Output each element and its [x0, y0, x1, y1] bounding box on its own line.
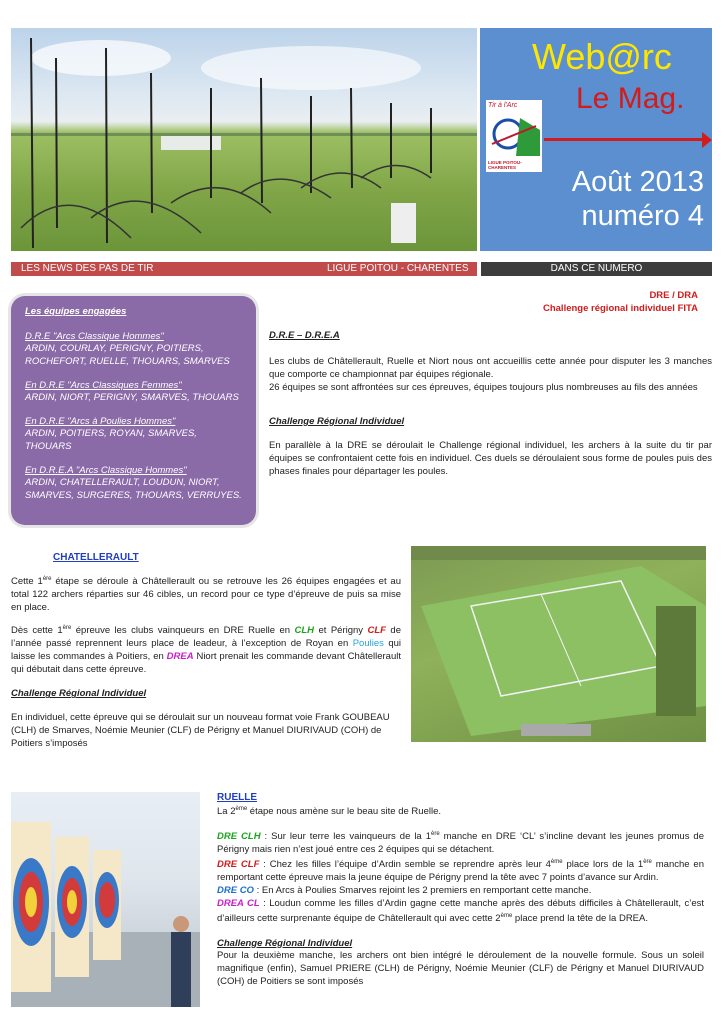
aerial-field-illustration: [411, 546, 706, 742]
chatellerault-challenge-heading: Challenge Régional Individuel: [11, 688, 147, 700]
issue-number: numéro 4: [581, 200, 704, 232]
ruelle-challenge-heading: Challenge Régional Individuel: [217, 937, 353, 949]
bar-label-news: LES NEWS DES PAS DE TIR: [21, 263, 154, 274]
ruelle-clh: DRE CLH : Sur leur terre les vainqueurs de la 1ère manche en DRE ‘CL’ s’incline devant les jeunes promus de Périgny mais rien n’est joué entre ces 2 équipes qui se détachent.: [217, 831, 704, 856]
dre-section: [269, 330, 712, 478]
team-group-title: En D.R.E.A "Arcs Classique Hommes": [25, 465, 187, 476]
targets-illustration: [11, 792, 200, 1007]
ruelle-intro: La 2ème étape nous amène sur le beau site de Ruelle.: [217, 806, 441, 818]
toc-item[interactable]: DRE / DRA: [649, 290, 698, 301]
team-group-line: ARDIN, CHATELLERAULT, LOUDUN, NIORT,: [25, 477, 220, 488]
dre-challenge-heading: Challenge Régional Individuel: [269, 416, 405, 427]
dre-paragraph: Les clubs de Châtellerault, Ruelle et Niort nous ont accueillis cette année pour disputer les 3 manches que comporte ce championnat par équipes régionale.: [269, 356, 712, 380]
team-group-title: En D.R.E "Arcs à Poulies Hommes": [25, 416, 176, 427]
ruelle-co: DRE CO : En Arcs à Poulies Smarves rejoint les 2 premiers en remportant cette manche.: [217, 885, 592, 897]
ruelle-section: [217, 792, 704, 988]
ruelle-heading[interactable]: RUELLE: [217, 792, 257, 803]
magazine-title: Web@rc: [532, 36, 672, 77]
logo-text: Tir à l'Arc: [488, 102, 518, 109]
team-group-line: ARDIN, POITIERS, ROYAN, SMARVES, THOUARS: [25, 428, 197, 452]
issue-date: Août 2013: [571, 166, 704, 198]
bar-label-league: LIGUE POITOU - CHARENTES: [327, 263, 469, 274]
chatellerault-heading[interactable]: CHATELLERAULT: [53, 552, 139, 563]
targets-photo: [11, 792, 200, 1007]
league-logo: [486, 100, 542, 172]
archery-range-illustration: [11, 28, 477, 251]
title-accent-line: [544, 138, 704, 141]
chatellerault-paragraph: Cette 1ère étape se déroule à Châtellerault ou se retrouve les 26 équipes engagées et au total 122 archers réparties sur 46 cibles, un record pour ce type d’épreuve de puis sa mise en place.: [11, 576, 401, 614]
toc-list: [543, 289, 698, 315]
ruelle-clf: DRE CLF : Chez les filles l’équipe d’Ardin semble se reprendre après leur 4ème place lors de la 1ère manche en remportant cette épreuve mais la jeune équipe de Périgny prend la tête avec 7 points d’avance sur Ardin.: [217, 859, 704, 884]
team-group-line: ARDIN, COURLAY, PERIGNY, POITIERS,: [25, 343, 204, 354]
chatellerault-section: [11, 552, 401, 750]
teams-engaged-box: [11, 296, 256, 525]
team-group-line: ROCHEFORT, RUELLE, THOUARS, SMARVES: [25, 356, 230, 367]
hero-photo-archery-range: [11, 28, 477, 251]
dre-paragraph: 26 équipes se sont affrontées sur ces épreuves, équipes toujours plus nombreuses au fils des années: [269, 382, 698, 393]
teams-heading: Les équipes engagées: [25, 306, 127, 317]
ruelle-drea: DREA CL : Loudun comme les filles d’Ardin gagne cette manche après des débuts difficiles à Châtellerault, c’est d’ailleurs cette surprenante équipe de Châtellerault qui avec cette 2ème place prend la tête de la DREA.: [217, 898, 704, 925]
team-group-title: D.R.E "Arcs Classique Hommes": [25, 331, 164, 342]
toc-item[interactable]: Challenge régional individuel FITA: [542, 303, 698, 314]
chatellerault-challenge-text: En individuel, cette épreuve qui se déroulait sur un nouveau format voie Frank GOUBEAU (CLH) de Smarves, Noémie Meunier (CLF) de Périgny et Manuel DIURIVAUD (COH) de Poitiers s’imposés: [11, 712, 390, 750]
dre-heading: D.R.E – D.R.E.A: [269, 330, 340, 341]
team-group-title: En D.R.E "Arcs Classiques Femmes": [25, 380, 182, 391]
chatellerault-paragraph: Dès cette 1ère épreuve les clubs vainqueurs en DRE Ruelle en CLH et Périgny CLF de l’année passé reprennent leurs place de leadeur, à l’exception de Royan en Poulies qui laisse les commandes à Poitiers, en DREA Niort prenait les commande devant Châtellerault qui débutait dans cette épreuve.: [11, 625, 401, 676]
section-bar-toc: [481, 262, 712, 276]
ruelle-challenge-text: Pour la deuxième manche, les archers ont bien intégré le déroulement de la nouvelle formule. Sous un soleil magnifique (enfin), Samuel PRIERE (CLH) de Périgny, Noémie Meunier (CLF) de Périgny et Manuel DIURIVAUD (COH) de Poitiers se sont imposés: [217, 949, 704, 987]
aerial-field-photo: [411, 546, 706, 742]
team-group-line: ARDIN, NIORT, PERIGNY, SMARVES, THOUARS: [25, 392, 239, 403]
section-bar-news: [11, 262, 477, 276]
arrow-icon: [702, 132, 712, 148]
magazine-subtitle: Le Mag.: [576, 82, 685, 115]
bar-label-toc: DANS CE NUMERO: [550, 263, 643, 274]
dre-challenge-text: En parallèle à la DRE se déroulait le Challenge régional individuel, les archers à la suite du tir par équipes se confrontaient cette fois en individuel. Ces duels se déroulaient sous forme de poules puis des phases finales pour départager les poules.: [269, 440, 712, 477]
magazine-title-box: [480, 28, 712, 251]
logo-subtext: LIGUE POITOU-CHARENTES: [488, 160, 522, 170]
team-group-line: SMARVES, SURGERES, THOUARS, VERRUYES.: [25, 490, 242, 501]
